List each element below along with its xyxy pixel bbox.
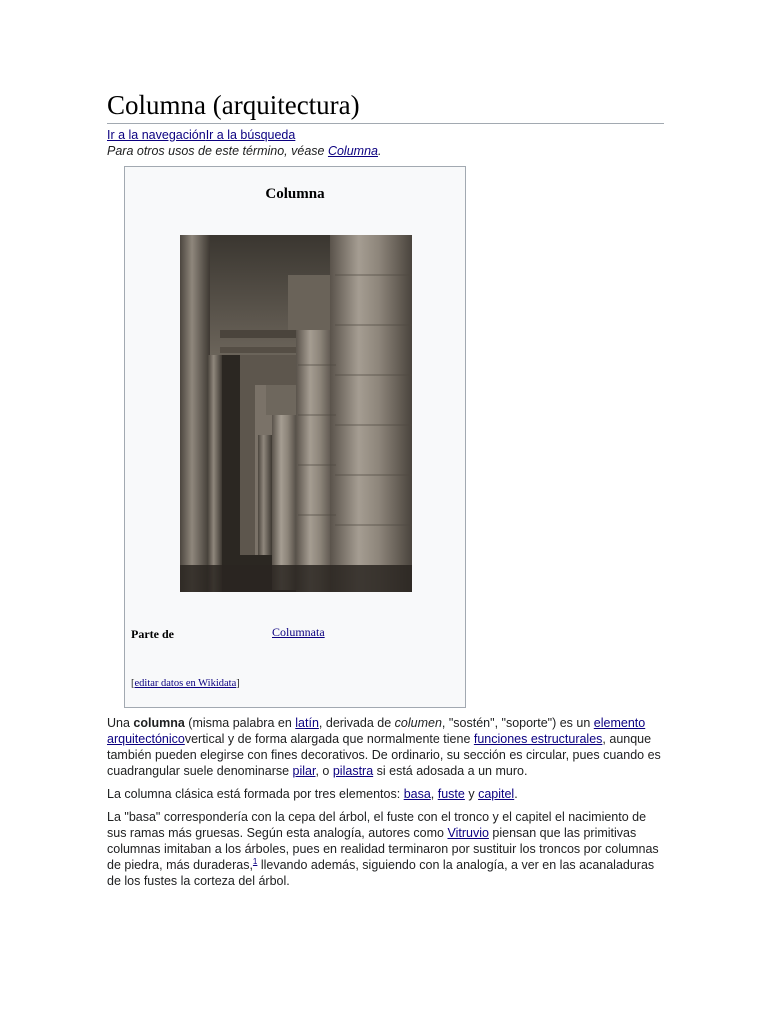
article [107, 88, 664, 888]
hatnote-prefix: Para otros usos de este término, véase [107, 144, 328, 158]
elemento-arquitectonico-link[interactable]: elemento arquitectónico [107, 716, 646, 746]
jump-links [107, 128, 664, 143]
paragraph-1 [107, 715, 664, 779]
text: , o [315, 764, 333, 778]
text: piensan que las primitivas columnas imitaban a los árboles, pues en realidad terminaron por sustituir los troncos por columnas de piedra, más duraderas, [107, 826, 659, 872]
funciones-estructurales-link[interactable]: funciones estructurales [473, 732, 603, 746]
capitel-link[interactable]: capitel [478, 787, 515, 801]
vitruvio-link[interactable]: Vitruvio [447, 826, 489, 840]
jump-to-navigation-link[interactable]: Ir a la navegación [107, 128, 206, 142]
hatnote-suffix: . [377, 144, 382, 158]
columnata-link[interactable]: Columnata [272, 625, 325, 639]
infobox-row-label: Parte de [131, 627, 174, 641]
pilar-link[interactable]: pilar [292, 764, 316, 778]
text: (misma palabra en [184, 716, 296, 730]
basa-link[interactable]: basa [403, 787, 431, 801]
temple-columns-photo [180, 235, 412, 592]
infobox-title: Columna [127, 169, 463, 219]
pilastra-link[interactable]: pilastra [332, 764, 374, 778]
text: , [430, 787, 438, 801]
infobox-row-parte-de [131, 625, 461, 647]
edit-bracket-close: ] [236, 678, 240, 689]
text: La "basa" correspondería con la cepa del árbol, el fuste con el tronco y el capitel el nacimiento de sus ramas más gruesas. Según esta analogía, autores como [107, 810, 647, 840]
reference-1-link[interactable]: 1 [252, 856, 258, 866]
hatnote [107, 143, 664, 159]
article-body [107, 715, 664, 896]
page-title: Columna (arquitectura) [107, 88, 664, 124]
text: si está adosada a un muro. [373, 764, 528, 778]
text: y [464, 787, 479, 801]
infobox [124, 166, 466, 708]
text: , "sostén", "soporte") es un [441, 716, 594, 730]
fuste-link[interactable]: fuste [437, 787, 465, 801]
text: vertical y de forma alargada que normalmente tiene [184, 732, 474, 746]
paragraph-2 [107, 786, 664, 802]
edit-bracket-open: [ [131, 678, 135, 689]
text: llevando además, siguiendo con la analogía, a ver en las acanaladuras de los fustes la corteza del árbol. [107, 858, 655, 888]
bold-term: columna [133, 716, 185, 730]
paragraph-3 [107, 809, 664, 889]
text: La columna clásica está formada por tres elementos: [107, 787, 404, 801]
edit-wikidata-link[interactable]: editar datos en Wikidata [134, 678, 237, 689]
text: , aunque también pueden elegirse con fines decorativos. De ordinario, su sección es circular, pues cuando es cuadrangular suele denominarse [107, 732, 661, 778]
italic-term: columen [394, 716, 442, 730]
jump-to-search-link[interactable]: Ir a la búsqueda [205, 128, 296, 142]
text: . [514, 787, 518, 801]
latin-link[interactable]: latín [295, 716, 319, 730]
infobox-image[interactable] [180, 235, 412, 592]
hatnote-columna-link[interactable]: Columna [327, 144, 378, 158]
text: Una [107, 716, 134, 730]
wikidata-edit [131, 678, 240, 689]
text: , derivada de [318, 716, 395, 730]
